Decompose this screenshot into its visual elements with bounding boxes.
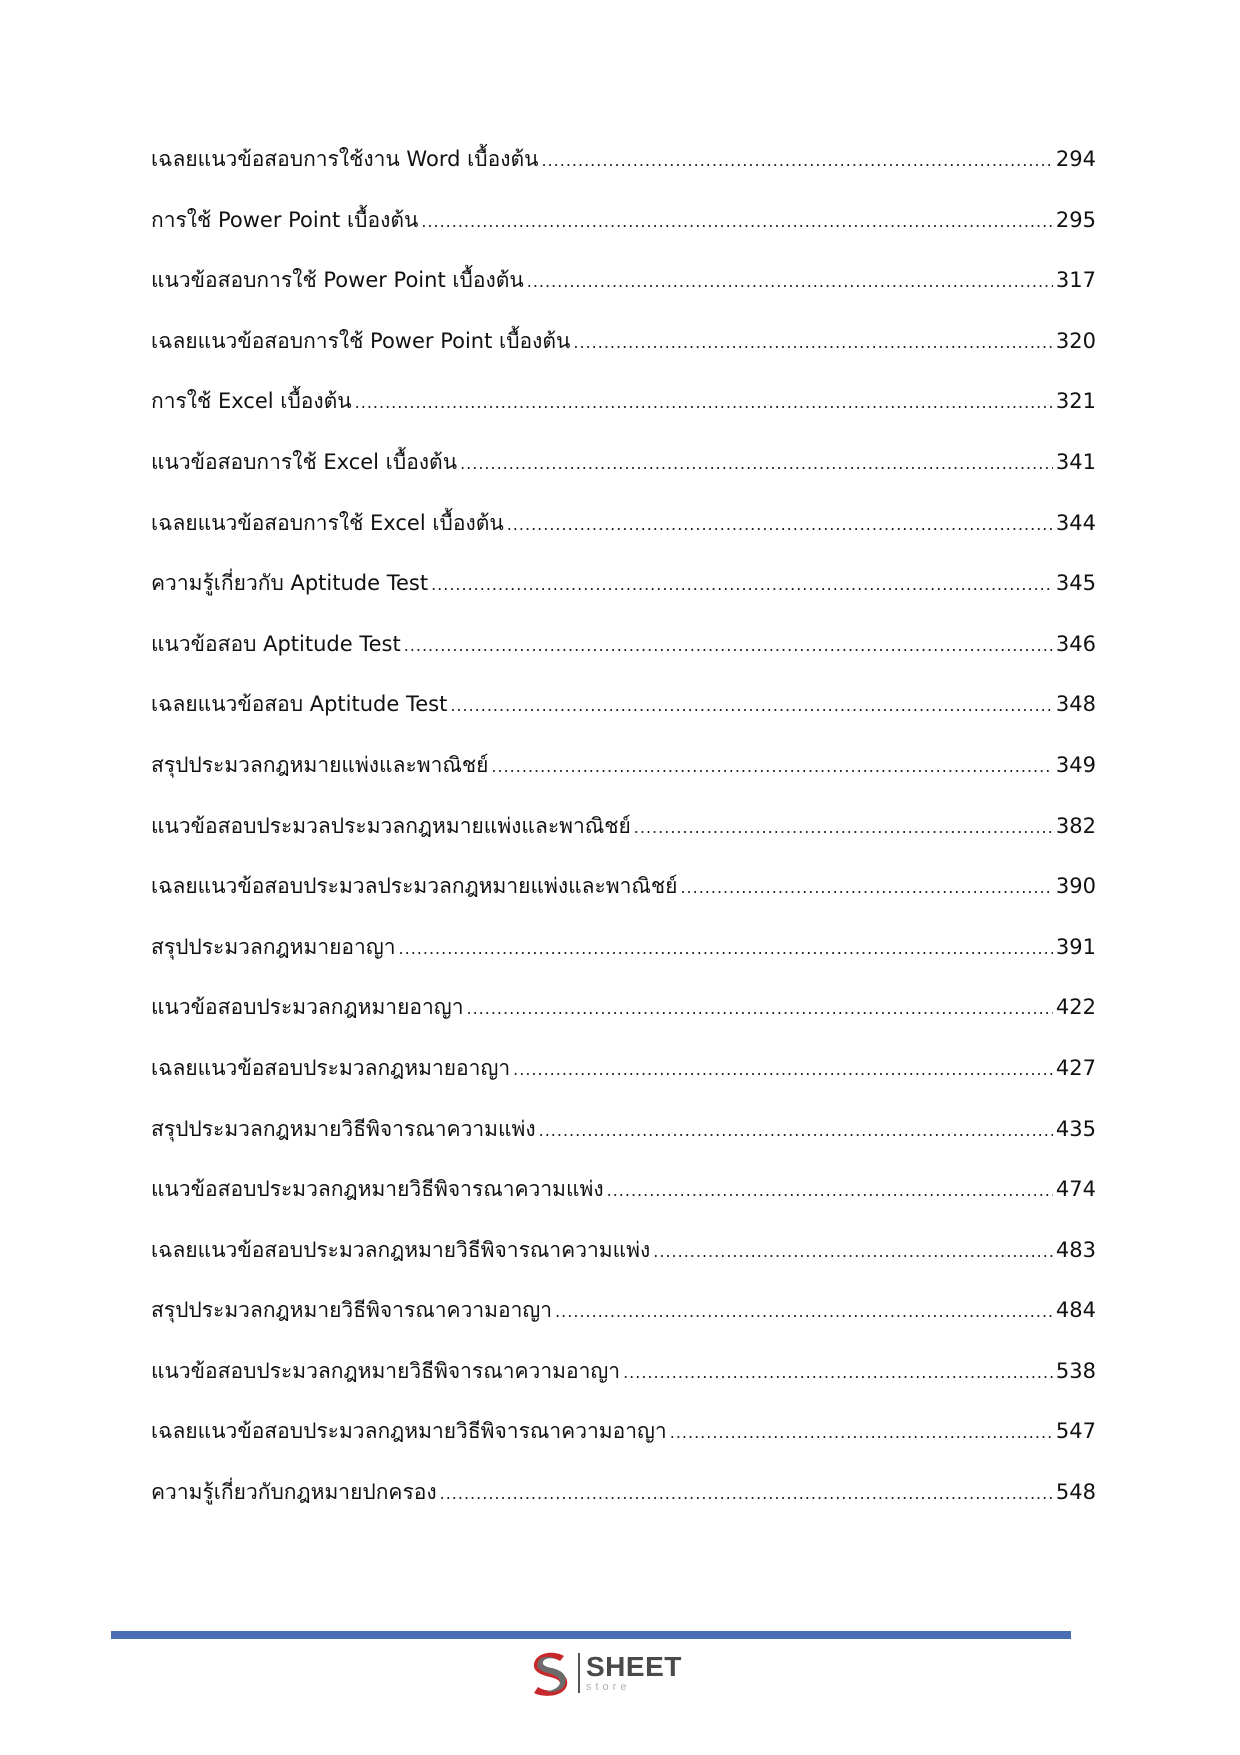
toc-entry-page: 294 [1055,147,1096,171]
toc-entry-title: เฉลยแนวข้อสอบการใช้ Power Point เบื้องต้น [151,328,571,353]
toc-entry-page: 483 [1055,1237,1096,1262]
toc-entry-title: เฉลยแนวข้อสอบการใช้ Excel เบื้องต้น [151,510,504,535]
sheet-store-logo [528,1650,690,1696]
toc-dot-leader [539,1118,1053,1144]
toc-entry[interactable] [151,631,1096,692]
toc-dot-leader [431,572,1053,598]
toc-entry[interactable] [151,1418,1096,1479]
sheet-store-s-logo-icon [528,1650,572,1696]
toc-entry[interactable] [151,1237,1096,1298]
toc-entry[interactable] [151,813,1096,874]
toc-entry[interactable] [151,752,1096,813]
toc-entry-page: 484 [1055,1298,1096,1323]
toc-dot-leader [607,1178,1053,1204]
toc-entry-page: 422 [1055,995,1096,1020]
toc-entry[interactable] [151,1176,1096,1237]
toc-entry-page: 390 [1055,874,1096,899]
toc-dot-leader [680,875,1052,901]
toc-entry-title: เฉลยแนวข้อสอบ Aptitude Test [151,692,448,717]
toc-entry-page: 346 [1055,631,1096,656]
toc-entry-title: แนวข้อสอบประมวลกฎหมายวิธีพิจารณาความอาญา [151,1358,621,1383]
logo-wordmark [586,1653,682,1693]
toc-entry[interactable] [151,388,1096,449]
toc-entry-title: เฉลยแนวข้อสอบการใช้งาน Word เบื้องต้น [151,147,539,171]
toc-entry-page: 474 [1055,1177,1096,1202]
toc-dot-leader [421,209,1053,235]
toc-entry-page: 548 [1055,1480,1096,1505]
toc-entry[interactable] [151,207,1096,268]
logo-word: SHEET [586,1651,682,1682]
toc-entry-title: เฉลยแนวข้อสอบประมวลกฎหมายอาญา [151,1055,511,1080]
toc-dot-leader [450,693,1053,719]
toc-entry-title: ความรู้เกี่ยวกับ Aptitude Test [151,571,429,596]
toc-entry-page: 341 [1055,449,1096,474]
toc-dot-leader [467,996,1053,1022]
toc-entry-page: 538 [1055,1358,1096,1383]
logo-divider [578,1653,580,1693]
toc-dot-leader [507,512,1053,538]
toc-entry-title: สรุปประมวลกฎหมายแพ่งและพาณิชย์ [151,752,489,777]
toc-dot-leader [355,390,1053,416]
toc-entry[interactable] [151,449,1096,510]
toc-entry-title: สรุปประมวลกฎหมายวิธีพิจารณาความอาญา [151,1298,553,1323]
toc-entry[interactable] [151,1055,1096,1116]
logo-subword: store [586,1681,631,1693]
toc-entry-page: 382 [1055,813,1096,838]
toc-dot-leader [623,1360,1053,1386]
toc-entry[interactable] [151,1358,1096,1419]
toc-entry[interactable] [151,328,1096,389]
toc-entry[interactable] [151,934,1096,995]
table-of-contents [151,146,1096,1540]
toc-entry-title: แนวข้อสอบประมวลประมวลกฎหมายแพ่งและพาณิชย์ [151,813,631,838]
toc-entry-page: 391 [1055,934,1096,959]
toc-entry-title: เฉลยแนวข้อสอบประมวลประมวลกฎหมายแพ่งและพาณิชย์ [151,874,678,899]
toc-dot-leader [460,451,1053,477]
toc-dot-leader [573,330,1053,356]
toc-entry-title: แนวข้อสอบการใช้ Power Point เบื้องต้น [151,268,524,293]
toc-dot-leader [513,1057,1053,1083]
toc-dot-leader [634,815,1053,841]
toc-entry-page: 344 [1055,510,1096,535]
toc-entry-page: 321 [1055,389,1096,414]
toc-entry-page: 320 [1055,328,1096,353]
toc-entry-page: 547 [1055,1419,1096,1444]
toc-entry[interactable] [151,267,1096,328]
toc-dot-leader [404,633,1053,659]
toc-dot-leader [440,1481,1053,1507]
toc-dot-leader [653,1239,1053,1265]
toc-entry-title: สรุปประมวลกฎหมายวิธีพิจารณาความแพ่ง [151,1116,536,1141]
toc-entry[interactable] [151,146,1096,207]
toc-entry[interactable] [151,1297,1096,1358]
toc-entry[interactable] [151,510,1096,571]
toc-entry-title: เฉลยแนวข้อสอบประมวลกฎหมายวิธีพิจารณาความแพ่ง [151,1237,651,1262]
toc-entry-title: แนวข้อสอบการใช้ Excel เบื้องต้น [151,449,458,474]
toc-entry-page: 295 [1055,207,1096,232]
toc-entry-title: แนวข้อสอบ Aptitude Test [151,631,401,656]
toc-entry[interactable] [151,994,1096,1055]
toc-entry-page: 435 [1055,1116,1096,1141]
toc-dot-leader [670,1420,1053,1446]
toc-entry-page: 345 [1055,571,1096,596]
toc-entry-title: การใช้ Power Point เบื้องต้น [151,207,419,232]
toc-entry-title: การใช้ Excel เบื้องต้น [151,389,352,414]
toc-entry[interactable] [151,1116,1096,1177]
toc-dot-leader [491,754,1053,780]
toc-entry-title: แนวข้อสอบประมวลกฎหมายอาญา [151,995,464,1020]
toc-dot-leader [555,1299,1053,1325]
toc-dot-leader [527,269,1053,295]
toc-dot-leader [399,936,1053,962]
toc-entry-title: ความรู้เกี่ยวกับกฎหมายปกครอง [151,1480,437,1505]
toc-entry-title: สรุปประมวลกฎหมายอาญา [151,934,396,959]
toc-entry[interactable] [151,570,1096,631]
toc-entry[interactable] [151,1479,1096,1540]
toc-entry[interactable] [151,691,1096,752]
toc-entry-page: 348 [1055,692,1096,717]
toc-dot-leader [541,148,1052,174]
footer-divider [111,1631,1071,1639]
toc-entry-page: 317 [1055,268,1096,293]
toc-entry-page: 427 [1055,1055,1096,1080]
toc-entry-title: เฉลยแนวข้อสอบประมวลกฎหมายวิธีพิจารณาความอาญา [151,1419,667,1444]
toc-entry[interactable] [151,873,1096,934]
toc-entry-page: 349 [1055,752,1096,777]
toc-entry-title: แนวข้อสอบประมวลกฎหมายวิธีพิจารณาความแพ่ง [151,1177,604,1202]
